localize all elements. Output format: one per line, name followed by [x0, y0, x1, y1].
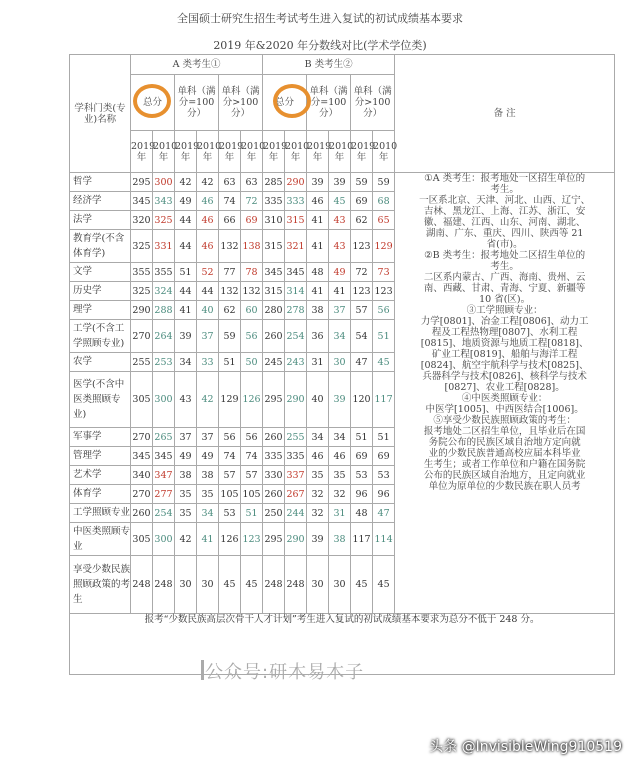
score-cell: 45: [373, 353, 395, 372]
document-subtitle: 2019 年&2020 年分数线对比(学术学位类): [213, 39, 427, 52]
score-cell: 51: [373, 428, 395, 447]
score-cell: 244: [285, 504, 307, 523]
subject-name: 农学: [70, 353, 131, 372]
score-cell: 51: [373, 320, 395, 353]
score-cell: 315: [263, 282, 285, 301]
score-cell: 253: [153, 353, 175, 372]
score-cell: 69: [351, 192, 373, 211]
score-cell: 30: [329, 556, 351, 614]
note-line: ④中医类照顾专业：: [461, 393, 548, 404]
score-cell: 69: [351, 447, 373, 466]
score-cell: 324: [153, 282, 175, 301]
score-cell: 132: [219, 282, 241, 301]
score-cell: 288: [153, 301, 175, 320]
score-cell: 40: [197, 301, 219, 320]
b-group-header: B 类考生②: [263, 55, 395, 75]
score-cell: 56: [373, 301, 395, 320]
note-line: 兵器科学与技术[0826]、核科学与技术: [422, 371, 587, 382]
score-cell: 51: [351, 428, 373, 447]
score-cell: 51: [175, 263, 197, 282]
note-line: 务院公布的民族区域自治地方定向就: [428, 437, 581, 448]
score-cell: 295: [131, 173, 153, 192]
subject-name: 历史学: [70, 282, 131, 301]
table-row: [70, 173, 615, 192]
year-header: 2019年: [219, 131, 241, 173]
score-cell: 254: [285, 320, 307, 353]
note-line: [0824]、航空宇航科学与技术[0825]、: [420, 360, 589, 371]
score-cell: 49: [197, 447, 219, 466]
subject-name: 医学(不含中医类照顾专业): [70, 372, 131, 428]
score-cell: 47: [373, 504, 395, 523]
score-cell: 321: [285, 230, 307, 263]
score-cell: 285: [263, 173, 285, 192]
score-cell: 129: [373, 230, 395, 263]
score-cell: 41: [329, 282, 351, 301]
subject-name: 哲学: [70, 173, 131, 192]
score-cell: 120: [351, 372, 373, 428]
score-cell: 325: [131, 230, 153, 263]
score-cell: 305: [131, 523, 153, 556]
year-header: 2019年: [263, 131, 285, 173]
score-cell: 60: [241, 301, 263, 320]
remarks-notes: [395, 173, 615, 614]
score-cell: 37: [175, 428, 197, 447]
score-cell: 123: [241, 523, 263, 556]
score-cell: 43: [329, 211, 351, 230]
score-cell: 340: [131, 466, 153, 485]
year-header: 2019年: [131, 131, 153, 173]
score-cell: 34: [329, 428, 351, 447]
year-header: 2010年: [241, 131, 263, 173]
note-line: 考生。: [490, 184, 519, 195]
score-cell: 40: [307, 372, 329, 428]
score-cell: 44: [175, 230, 197, 263]
watermark: 公众号:研木易木子: [205, 662, 365, 683]
score-cell: 345: [263, 263, 285, 282]
score-cell: 69: [373, 447, 395, 466]
score-cell: 35: [307, 466, 329, 485]
score-cell: 345: [131, 192, 153, 211]
score-cell: 39: [329, 173, 351, 192]
score-cell: 260: [263, 320, 285, 353]
year-header: 2019年: [351, 131, 373, 173]
score-cell: 300: [153, 372, 175, 428]
year-header: 2019年: [307, 131, 329, 173]
note-line: 矿业工程[0819]、船舶与海洋工程: [431, 349, 578, 360]
score-cell: 245: [263, 353, 285, 372]
score-cell: 347: [153, 466, 175, 485]
score-cell: 325: [131, 282, 153, 301]
score-cell: 343: [153, 192, 175, 211]
score-cell: 56: [219, 428, 241, 447]
score-cell: 38: [197, 466, 219, 485]
footer-note: 报考“少数民族高层次骨干人才计划”考生进入复试的初试成绩基本要求为总分不低于 248 分。: [70, 614, 615, 675]
score-cell: 41: [307, 230, 329, 263]
subject-name: 教育学(不含体育学): [70, 230, 131, 263]
score-cell: 355: [153, 263, 175, 282]
score-cell: 248: [153, 556, 175, 614]
subject-name: 艺术学: [70, 466, 131, 485]
year-header: 2010年: [153, 131, 175, 173]
score-cell: 78: [241, 263, 263, 282]
score-cell: 270: [131, 320, 153, 353]
score-cell: 248: [131, 556, 153, 614]
score-cell: 37: [329, 301, 351, 320]
score-cell: 34: [197, 504, 219, 523]
score-table: [69, 54, 615, 675]
score-cell: 325: [153, 211, 175, 230]
a-total-header: 总分: [131, 75, 175, 131]
score-cell: 126: [241, 372, 263, 428]
score-cell: 290: [285, 372, 307, 428]
a-single-gt100-header: 单科（满分>100 分）: [219, 75, 263, 131]
score-cell: 30: [197, 556, 219, 614]
credit-label: 头条 @InvisibleWing910519: [429, 739, 622, 755]
score-cell: 345: [153, 447, 175, 466]
score-cell: 59: [219, 320, 241, 353]
note-line: 徽、福建、江西、山东、河南、湖北、: [423, 217, 586, 228]
score-cell: 117: [373, 372, 395, 428]
score-cell: 52: [197, 263, 219, 282]
score-cell: 51: [219, 353, 241, 372]
score-cell: 38: [175, 466, 197, 485]
subject-name: 工学(不含工学照顾专业): [70, 320, 131, 353]
score-cell: 49: [175, 192, 197, 211]
score-cell: 39: [307, 173, 329, 192]
score-cell: 54: [351, 320, 373, 353]
score-cell: 34: [307, 428, 329, 447]
subject-name: 法学: [70, 211, 131, 230]
score-cell: 33: [197, 353, 219, 372]
score-cell: 37: [197, 320, 219, 353]
score-cell: 129: [219, 372, 241, 428]
score-cell: 330: [263, 466, 285, 485]
score-cell: 335: [285, 447, 307, 466]
score-cell: 35: [329, 466, 351, 485]
subject-name: 理学: [70, 301, 131, 320]
score-cell: 333: [285, 192, 307, 211]
highlight-circle-a: [133, 84, 171, 118]
note-line: [0815]、地质资源与地质工程[0818]、: [420, 338, 589, 349]
note-line: 吉林、黑龙江、上海、江苏、浙江、安: [423, 206, 586, 217]
score-cell: 305: [131, 372, 153, 428]
note-line: 力学[0801]、冶金工程[0806]、动力工: [420, 316, 589, 327]
score-cell: 74: [219, 447, 241, 466]
score-cell: 30: [329, 353, 351, 372]
score-cell: 32: [329, 485, 351, 504]
year-header: 2010年: [373, 131, 395, 173]
score-cell: 30: [307, 556, 329, 614]
score-cell: 132: [219, 230, 241, 263]
score-cell: 66: [219, 211, 241, 230]
score-cell: 300: [153, 173, 175, 192]
note-line: 考生。: [490, 261, 519, 272]
score-cell: 65: [373, 211, 395, 230]
score-cell: 277: [153, 485, 175, 504]
score-cell: 46: [197, 192, 219, 211]
score-cell: 260: [131, 504, 153, 523]
score-cell: 62: [351, 211, 373, 230]
score-cell: 45: [351, 556, 373, 614]
score-cell: 38: [329, 523, 351, 556]
score-cell: 355: [131, 263, 153, 282]
score-cell: 35: [175, 485, 197, 504]
score-cell: 267: [285, 485, 307, 504]
score-cell: 45: [373, 556, 395, 614]
score-cell: 34: [175, 353, 197, 372]
score-cell: 72: [241, 192, 263, 211]
score-cell: 43: [329, 230, 351, 263]
score-cell: 59: [351, 173, 373, 192]
note-line: 湖南、广东、重庆、四川、陕西等 21: [425, 228, 584, 239]
score-cell: 345: [131, 447, 153, 466]
score-cell: 337: [285, 466, 307, 485]
score-cell: 314: [285, 282, 307, 301]
score-cell: 69: [241, 211, 263, 230]
score-cell: 320: [131, 211, 153, 230]
subject-name: 中医类照顾专业: [70, 523, 131, 556]
score-cell: 331: [153, 230, 175, 263]
note-line: ①A 类考生：报考地处一区招生单位的: [424, 173, 586, 184]
subject-name: 工学照顾专业: [70, 504, 131, 523]
score-cell: 42: [197, 173, 219, 192]
score-cell: 46: [307, 447, 329, 466]
year-header: 2010年: [329, 131, 351, 173]
score-cell: 260: [263, 428, 285, 447]
note-line: 报考地处二区招生单位，且毕业后在国: [423, 426, 586, 437]
score-cell: 42: [175, 173, 197, 192]
score-cell: 114: [373, 523, 395, 556]
subject-name: 管理学: [70, 447, 131, 466]
score-cell: 53: [219, 504, 241, 523]
score-cell: 32: [307, 485, 329, 504]
score-cell: 47: [351, 353, 373, 372]
note-line: ③工学照顾专业：: [466, 305, 543, 316]
score-cell: 123: [351, 282, 373, 301]
score-cell: 53: [351, 466, 373, 485]
score-cell: 335: [263, 447, 285, 466]
score-cell: 56: [241, 428, 263, 447]
score-cell: 46: [197, 211, 219, 230]
score-cell: 41: [197, 523, 219, 556]
score-cell: 310: [263, 211, 285, 230]
score-cell: 56: [241, 320, 263, 353]
score-cell: 53: [373, 466, 395, 485]
score-cell: 315: [285, 211, 307, 230]
score-cell: 138: [241, 230, 263, 263]
score-cell: 31: [307, 353, 329, 372]
score-cell: 44: [197, 282, 219, 301]
note-line: ②B 类考生：报考地处二区招生单位的: [424, 250, 586, 261]
score-cell: 49: [175, 447, 197, 466]
document-title: 全国硕士研究生招生考试考生进入复试的初试成绩基本要求: [177, 12, 463, 25]
score-cell: 280: [263, 301, 285, 320]
score-cell: 36: [307, 320, 329, 353]
score-cell: 265: [153, 428, 175, 447]
note-line: 公布的民族区域自治地方，且定向就业: [423, 470, 586, 481]
score-cell: 44: [175, 282, 197, 301]
score-cell: 44: [175, 211, 197, 230]
score-cell: 290: [285, 523, 307, 556]
score-cell: 41: [307, 211, 329, 230]
score-cell: 123: [351, 230, 373, 263]
score-cell: 126: [219, 523, 241, 556]
score-cell: 37: [197, 428, 219, 447]
score-cell: 34: [329, 320, 351, 353]
remarks-header: 备 注: [395, 55, 615, 173]
note-line: 10 省(区)。: [479, 294, 531, 305]
score-cell: 72: [351, 263, 373, 282]
score-cell: 59: [373, 173, 395, 192]
score-cell: 39: [307, 523, 329, 556]
score-cell: 46: [307, 192, 329, 211]
note-line: ⑤享受少数民族照顾政策的考生：: [433, 415, 576, 426]
score-cell: 260: [263, 485, 285, 504]
score-cell: 270: [131, 485, 153, 504]
note-line: 生考生；或者工作单位和户籍在国务院: [423, 459, 586, 470]
score-cell: 62: [219, 301, 241, 320]
subject-name: 军事学: [70, 428, 131, 447]
score-cell: 96: [351, 485, 373, 504]
score-cell: 30: [175, 556, 197, 614]
score-cell: 57: [241, 466, 263, 485]
score-cell: 63: [241, 173, 263, 192]
score-cell: 46: [197, 230, 219, 263]
score-cell: 35: [197, 485, 219, 504]
score-cell: 49: [329, 263, 351, 282]
score-cell: 57: [219, 466, 241, 485]
score-cell: 32: [307, 504, 329, 523]
score-cell: 63: [219, 173, 241, 192]
subject-name: 经济学: [70, 192, 131, 211]
score-cell: 105: [241, 485, 263, 504]
b-single-gt100-header: 单科（满分>100 分）: [351, 75, 395, 131]
score-cell: 48: [351, 504, 373, 523]
score-cell: 45: [219, 556, 241, 614]
note-line: 程及工程热物理[0807]、水利工程: [431, 327, 578, 338]
score-cell: 39: [329, 372, 351, 428]
score-cell: 41: [175, 301, 197, 320]
year-header: 2010年: [197, 131, 219, 173]
note-line: 业的少数民族普通高校应届本科毕业: [428, 448, 581, 459]
score-cell: 255: [131, 353, 153, 372]
score-cell: 295: [263, 523, 285, 556]
subject-header: 学科门类(专业)名称: [70, 55, 131, 173]
score-cell: 243: [285, 353, 307, 372]
score-cell: 264: [153, 320, 175, 353]
score-cell: 46: [329, 447, 351, 466]
note-line: 一区系北京、天津、河北、山西、辽宁、: [419, 195, 591, 206]
score-cell: 254: [153, 504, 175, 523]
subject-name: 享受少数民族照顾政策的考生: [70, 556, 131, 614]
score-cell: 73: [373, 263, 395, 282]
score-cell: 41: [307, 282, 329, 301]
a-single100-header: 单科（满分=100 分）: [175, 75, 219, 131]
score-cell: 117: [351, 523, 373, 556]
watermark-bar: [201, 660, 204, 680]
score-cell: 39: [175, 320, 197, 353]
score-cell: 290: [131, 301, 153, 320]
score-cell: 250: [263, 504, 285, 523]
score-cell: 38: [307, 301, 329, 320]
score-cell: 270: [131, 428, 153, 447]
score-cell: 51: [241, 504, 263, 523]
note-line: 中医学[1005]、中西医结合[1006]。: [425, 404, 584, 415]
score-cell: 42: [175, 523, 197, 556]
note-line: [0827]、农业工程[0828]。: [444, 382, 565, 393]
note-line: 南、西藏、甘肃、青海、宁夏、新疆等: [423, 283, 586, 294]
score-cell: 123: [373, 282, 395, 301]
highlight-circle-b: [273, 84, 311, 118]
score-cell: 74: [219, 192, 241, 211]
score-cell: 248: [285, 556, 307, 614]
note-line: 单位为原单位的少数民族在职人员考: [428, 481, 581, 492]
score-cell: 335: [263, 192, 285, 211]
score-cell: 345: [285, 263, 307, 282]
score-cell: 132: [241, 282, 263, 301]
score-cell: 57: [351, 301, 373, 320]
score-cell: 96: [373, 485, 395, 504]
score-cell: 105: [219, 485, 241, 504]
year-header: 2019年: [175, 131, 197, 173]
b-single100-header: 单科（满分=100 分）: [307, 75, 351, 131]
score-cell: 45: [329, 192, 351, 211]
score-cell: 35: [175, 504, 197, 523]
score-cell: 77: [219, 263, 241, 282]
score-cell: 42: [197, 372, 219, 428]
score-cell: 50: [241, 353, 263, 372]
score-cell: 255: [285, 428, 307, 447]
score-cell: 74: [241, 447, 263, 466]
subject-name: 文学: [70, 263, 131, 282]
score-cell: 31: [329, 504, 351, 523]
score-cell: 315: [263, 230, 285, 263]
score-cell: 248: [263, 556, 285, 614]
score-cell: 278: [285, 301, 307, 320]
score-cell: 295: [263, 372, 285, 428]
note-line: 省(市)。: [486, 239, 523, 250]
note-line: 二区系内蒙古、广西、海南、贵州、云: [423, 272, 586, 283]
score-cell: 290: [285, 173, 307, 192]
score-cell: 48: [307, 263, 329, 282]
b-total-header: 总分: [263, 75, 307, 131]
year-header: 2010年: [285, 131, 307, 173]
subject-name: 体育学: [70, 485, 131, 504]
a-group-header: A 类考生①: [131, 55, 263, 75]
score-cell: 300: [153, 523, 175, 556]
score-cell: 43: [175, 372, 197, 428]
score-cell: 45: [241, 556, 263, 614]
score-cell: 68: [373, 192, 395, 211]
